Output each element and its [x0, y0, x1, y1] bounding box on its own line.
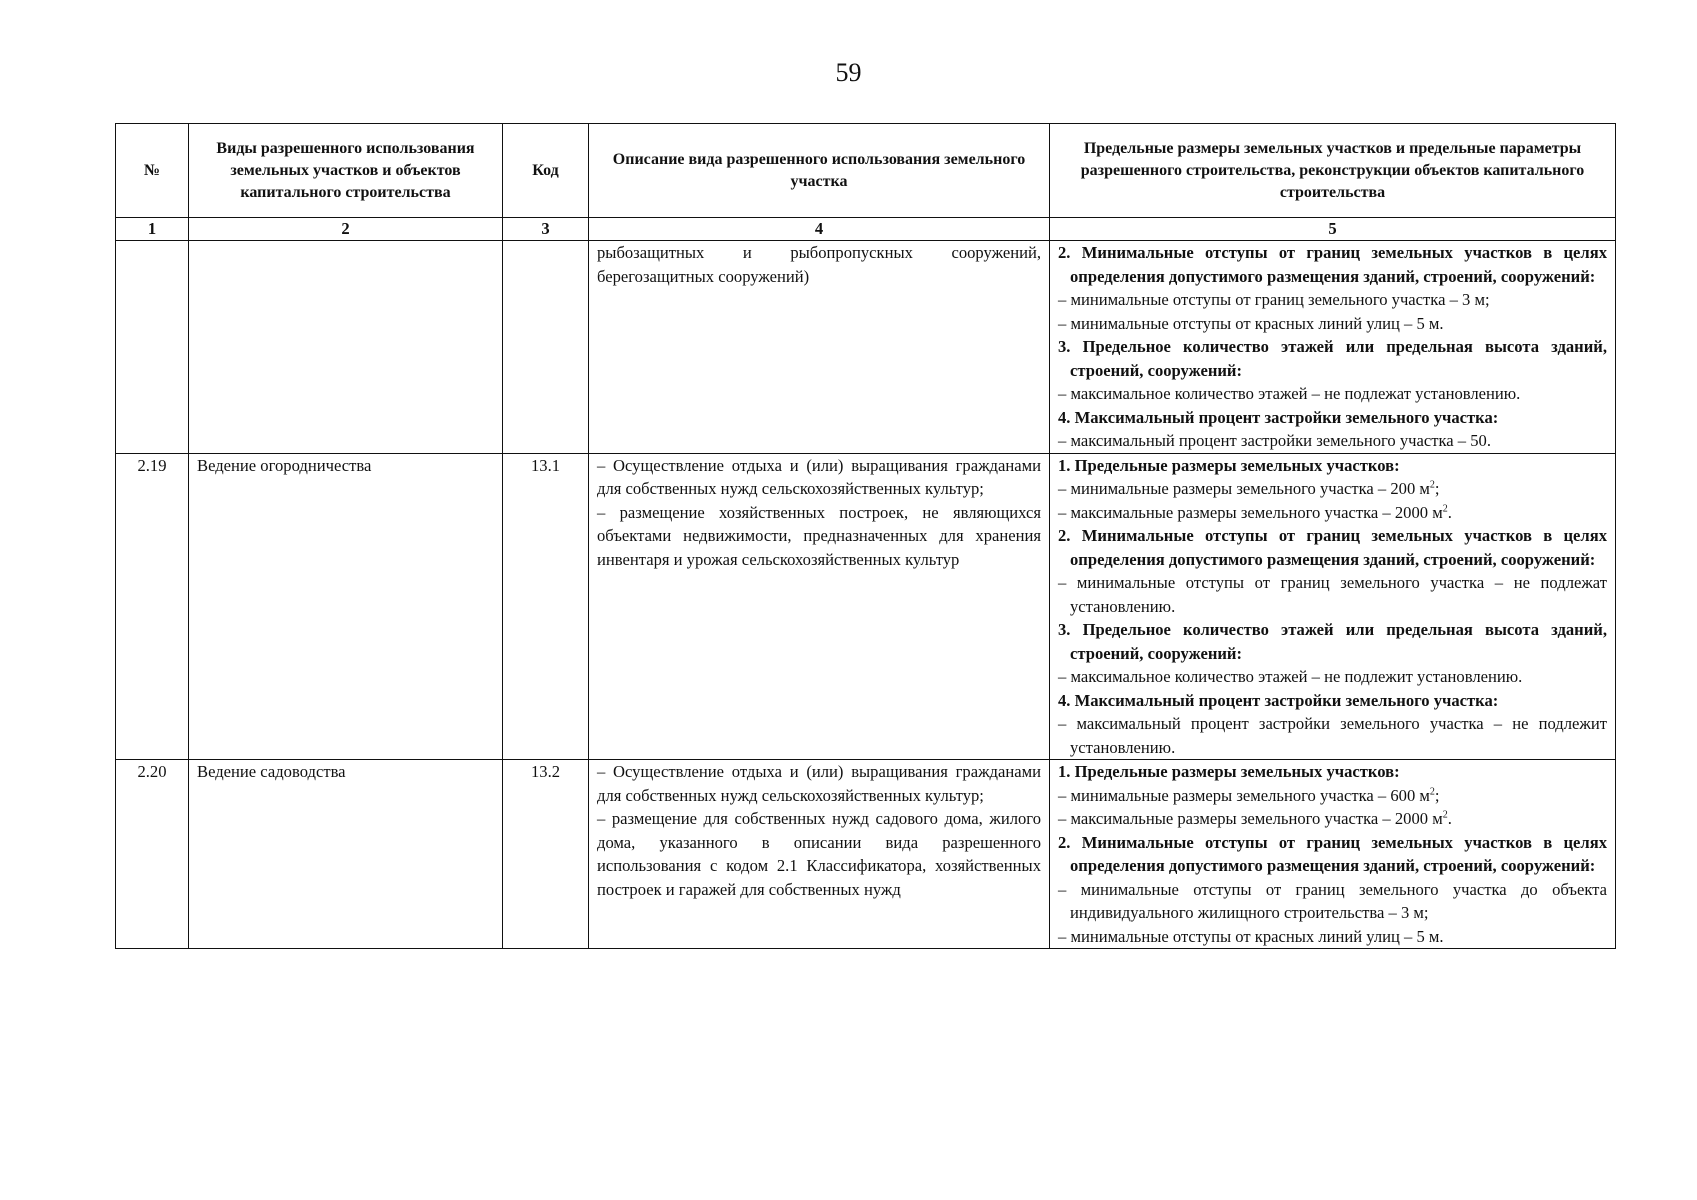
description-paragraph: рыбозащитных и рыбопропускных сооружений, берегозащитных сооружений): [597, 243, 1041, 286]
description-paragraph: – размещение хозяйственных построек, не являющихся объектами недвижимости, предназначенных для хранения инвентаря и урожая сельскохозяйственных культур: [597, 502, 1041, 569]
parameter-text: – максимальное количество этажей – не подлежит установлению.: [1058, 667, 1523, 686]
parameter-text: 2. Минимальные отступы от границ земельных участков в целях определения допустимого размещения зданий, строений, сооружений:: [1058, 243, 1607, 286]
parameter-text: 1. Предельные размеры земельных участков:: [1058, 762, 1400, 781]
parameter-item: [1058, 712, 1607, 759]
column-index: 5: [1050, 218, 1616, 241]
parameter-item: [1058, 665, 1607, 689]
page-number: 59: [835, 58, 862, 87]
parameter-item: [1058, 477, 1607, 501]
use-type-name: Ведение садоводства: [189, 760, 503, 949]
parameter-text: – максимальные размеры земельного участка – 2000 м: [1058, 809, 1443, 828]
parameter-text: – минимальные отступы от границ земельного участка – 3 м;: [1058, 290, 1490, 309]
parameter-text: – минимальные размеры земельного участка – 600 м: [1058, 785, 1430, 805]
parameter-item: [1058, 925, 1607, 949]
superscript: 2: [1442, 809, 1448, 821]
header-parameters: Предельные размеры земельных участков и предельные параметры разрешенного строительства, реконструкции объектов капитального строительства: [1050, 124, 1616, 218]
column-index: 4: [589, 218, 1050, 241]
construction-parameters: [1050, 760, 1616, 949]
use-type-name: [189, 241, 503, 454]
header-description: Описание вида разрешенного использования земельного участка: [589, 124, 1050, 218]
superscript: 2: [1442, 502, 1448, 514]
parameter-item: [1058, 312, 1607, 336]
parameter-text: 4. Максимальный процент застройки земельного участка:: [1058, 690, 1499, 710]
use-description: [589, 241, 1050, 454]
use-type-name: Ведение огородничества: [189, 453, 503, 760]
parameter-heading: [1058, 335, 1607, 382]
parameter-item: [1058, 878, 1607, 925]
column-index: 3: [503, 218, 589, 241]
parameter-text: 3. Предельное количество этажей или предельная высота зданий, строений, сооружений:: [1058, 337, 1607, 380]
header-code: Код: [503, 124, 589, 218]
use-type-code: [503, 241, 589, 454]
parameter-heading: [1058, 241, 1607, 288]
parameter-text: – минимальные отступы от красных линий улиц – 5 м.: [1058, 313, 1444, 333]
punctuation: ;: [1434, 479, 1440, 498]
column-index-row: [116, 218, 1616, 241]
table-body: [116, 241, 1616, 949]
header-number: №: [116, 124, 189, 218]
parameter-item: [1058, 288, 1607, 312]
parameter-item: [1058, 501, 1607, 525]
use-type-code: 13.1: [503, 453, 589, 760]
parameter-text: 1. Предельные размеры земельных участков:: [1058, 455, 1400, 475]
parameter-text: – максимальный процент застройки земельного участка – 50.: [1058, 431, 1491, 450]
table-header-row: [116, 124, 1616, 218]
parameter-item: [1058, 571, 1607, 618]
parameter-heading: [1058, 689, 1607, 713]
parameter-heading: [1058, 454, 1607, 478]
parameter-text: – минимальные отступы от границ земельного участка до объекта индивидуального жилищного строительства – 3 м;: [1058, 879, 1607, 922]
parameter-text: 2. Минимальные отступы от границ земельных участков в целях определения допустимого размещения зданий, строений, сооружений:: [1058, 832, 1607, 875]
punctuation: ;: [1434, 785, 1440, 805]
description-paragraph: – размещение для собственных нужд садового дома, жилого дома, указанного в описании вида разрешенного использования с кодом 2.1 Классификатора, хозяйственных построек и гаражей для собственных нужд: [597, 809, 1041, 899]
punctuation: .: [1447, 502, 1452, 522]
parameter-heading: [1058, 618, 1607, 665]
table-row: [116, 760, 1616, 949]
parameter-text: 3. Предельное количество этажей или предельная высота зданий, строений, сооружений:: [1058, 620, 1607, 663]
parameter-item: [1058, 784, 1607, 808]
parameter-heading: [1058, 524, 1607, 571]
construction-parameters: [1050, 453, 1616, 760]
parameter-heading: [1058, 406, 1607, 430]
parameter-heading: [1058, 831, 1607, 878]
parameter-text: 4. Максимальный процент застройки земельного участка:: [1058, 407, 1499, 427]
row-number: 2.19: [116, 453, 189, 760]
table-row: [116, 453, 1616, 760]
use-description: [589, 760, 1050, 949]
parameter-text: – максимальный процент застройки земельного участка – не подлежит установлению.: [1058, 714, 1607, 757]
parameter-text: – максимальное количество этажей – не подлежат установлению.: [1058, 384, 1521, 403]
parameter-text: – максимальные размеры земельного участка – 2000 м: [1058, 502, 1443, 522]
parameter-item: [1058, 429, 1607, 453]
row-number: [116, 241, 189, 454]
superscript: 2: [1429, 785, 1435, 797]
use-description: [589, 453, 1050, 760]
parameter-text: 2. Минимальные отступы от границ земельных участков в целях определения допустимого размещения зданий, строений, сооружений:: [1058, 526, 1607, 569]
parameter-heading: [1058, 760, 1607, 784]
punctuation: .: [1447, 809, 1452, 828]
header-use-type: Виды разрешенного использования земельных участков и объектов капитального строительства: [189, 124, 503, 218]
parameter-text: – минимальные отступы от красных линий улиц – 5 м.: [1058, 926, 1444, 946]
parameter-text: – минимальные размеры земельного участка – 200 м: [1058, 479, 1430, 498]
parameter-item: [1058, 382, 1607, 406]
construction-parameters: [1050, 241, 1616, 454]
column-index: 1: [116, 218, 189, 241]
row-number: 2.20: [116, 760, 189, 949]
description-paragraph: – Осуществление отдыха и (или) выращивания гражданами для собственных нужд сельскохозяйственных культур;: [597, 762, 1041, 805]
land-use-table: [115, 123, 1616, 949]
parameter-text: – минимальные отступы от границ земельного участка – не подлежат установлению.: [1058, 573, 1607, 616]
table-row: [116, 241, 1616, 454]
superscript: 2: [1429, 479, 1435, 491]
column-index: 2: [189, 218, 503, 241]
parameter-item: [1058, 807, 1607, 831]
description-paragraph: – Осуществление отдыха и (или) выращивания гражданами для собственных нужд сельскохозяйственных культур;: [597, 455, 1041, 498]
use-type-code: 13.2: [503, 760, 589, 949]
